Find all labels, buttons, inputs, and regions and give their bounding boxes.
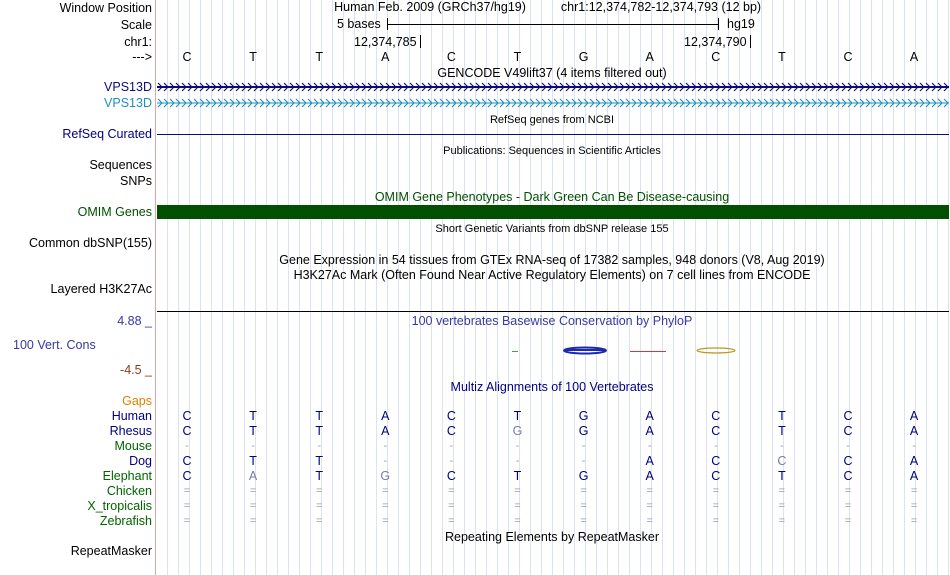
coord-right-tick [750,35,751,48]
alignment-base: - [912,440,916,452]
multiz-track-title: Multiz Alignments of 100 Vertebrates [450,380,654,394]
alignment-base: T [249,454,257,468]
alignment-base: = [778,515,786,527]
scale-label: Scale [120,18,152,32]
gencode-item-vps13d-1[interactable]: VPS13D [104,80,152,94]
alignment-base: G [578,409,589,423]
gencode-strand-arrows [157,81,949,93]
species-label[interactable]: Dog [129,454,152,468]
alignment-base: = [910,500,918,512]
alignment-base: T [249,409,257,423]
phylop-min-value: -4.5 _ [120,363,152,377]
alignment-base: G [380,469,391,483]
alignment-base: = [844,515,852,527]
alignment-base: = [580,485,587,497]
alignment-base: T [315,409,323,423]
base-letter: C [843,50,853,64]
omim-feature-bar[interactable] [157,205,949,219]
alignment-base: = [646,515,653,527]
alignment-base: = [844,485,852,497]
alignment-base: = [315,515,323,527]
scale-bar-right-tick [718,18,719,30]
alignment-base: = [844,500,852,512]
alignment-base: - [713,440,718,452]
alignment-base: C [182,469,192,483]
alignment-base: C [843,424,853,438]
strand-arrow-label[interactable]: ---> [132,50,152,64]
h3k27ac-track-title: H3K27Ac Mark (Often Found Near Active Regulatory Elements) on 7 cell lines from ENCODE [293,268,811,282]
base-letter: A [909,50,919,64]
alignment-base: T [513,409,522,423]
alignment-base: C [711,409,721,423]
alignment-base: A [381,424,390,438]
base-letter: C [711,50,721,64]
alignment-base: T [778,424,786,438]
omim-track-title: OMIM Gene Phenotypes - Dark Green Can Be Disease-causing [374,190,730,204]
alignment-base: = [382,500,389,512]
alignment-base: = [448,500,455,512]
phylop-bar [512,351,518,352]
alignment-base: T [513,469,522,483]
alignment-base: A [645,424,654,438]
refseq-label[interactable]: RefSeq Curated [62,127,152,141]
species-label[interactable]: Zebrafish [99,514,152,528]
repeatmasker-track-title: Repeating Elements by RepeatMasker [444,530,660,544]
alignment-base: C [843,454,853,468]
base-letter: T [778,50,786,64]
omim-label[interactable]: OMIM Genes [77,205,152,219]
alignment-base: - [780,440,784,452]
alignment-base: C [446,409,456,423]
scale-bar [387,24,718,25]
scale-text: 5 bases [337,17,381,31]
alignment-base: = [448,515,455,527]
alignment-base: G [578,424,589,438]
base-letter: A [381,50,390,64]
alignment-base: = [646,485,653,497]
phylop-signal [157,340,949,362]
species-label[interactable]: Rhesus [109,424,152,438]
alignment-base: = [315,485,323,497]
alignment-base: C [711,454,721,468]
alignment-base: T [315,469,323,483]
alignment-base: - [449,440,454,452]
alignment-base: A [909,454,919,468]
base-letter: T [315,50,323,64]
phylop-label[interactable]: 100 Vert. Cons [13,338,96,352]
alignment-base: = [778,485,786,497]
species-label[interactable]: Elephant [102,469,152,483]
alignment-base: = [910,515,918,527]
alignment-base: C [182,424,192,438]
position-readout: chr1:12,374,782-12,374,793 (12 bp) [560,0,762,14]
alignment-base: = [249,515,257,527]
alignment-base: = [382,515,389,527]
base-letter: C [446,50,456,64]
alignment-base: C [182,409,192,423]
gencode-track-title: GENCODE V49lift37 (4 items filtered out) [437,66,667,80]
assembly-short: hg19 [727,17,755,31]
alignment-base: A [909,469,919,483]
alignment-base: - [251,440,255,452]
alignment-base: C [777,454,787,468]
alignment-base: = [514,500,521,512]
alignment-base: - [581,440,586,452]
alignment-base: A [248,469,258,483]
alignment-base: A [909,424,919,438]
alignment-base: = [249,485,257,497]
phylop-bar [697,348,735,353]
base-letter: C [182,50,192,64]
h3k27ac-label[interactable]: Layered H3K27Ac [50,282,152,296]
alignment-base: - [846,440,850,452]
repeatmasker-label[interactable]: RepeatMasker [70,544,152,558]
alignment-base: = [712,515,720,527]
gencode-feature-vps13d-2[interactable] [157,97,949,109]
label-panel-separator [155,0,156,575]
alignment-base: - [383,455,388,467]
species-label[interactable]: X_tropicalis [87,499,152,513]
phylop-track-title: 100 vertebrates Basewise Conservation by PhyloP [411,314,693,328]
alignment-base: A [645,409,654,423]
gtex-track-title: Gene Expression in 54 tissues from GTEx RNA-seq of 17382 samples, 948 donors (V8, Aug 2019) [279,253,825,267]
species-label[interactable]: Chicken [106,484,152,498]
dbsnp-label[interactable]: Common dbSNP(155) [29,236,152,250]
alignment-base: T [249,424,257,438]
coord-right: 12,374,790 [684,35,747,49]
alignment-base: C [446,469,456,483]
alignment-base: = [448,485,455,497]
species-label[interactable]: Mouse [114,439,152,453]
alignment-base: = [382,485,389,497]
alignment-base: T [778,469,786,483]
refseq-track-title: RefSeq genes from NCBI [489,114,615,126]
alignment-base: = [712,485,720,497]
alignment-base: - [383,440,388,452]
alignment-base: A [645,454,654,468]
publications-track-title: Publications: Sequences in Scientific Articles [443,145,661,157]
alignment-base: - [647,440,652,452]
alignment-base: = [249,500,257,512]
alignment-base: - [515,440,520,452]
phylop-max-value: 4.88 _ [117,314,152,328]
alignment-base: = [910,485,918,497]
dbsnp-track-title: Short Genetic Variants from dbSNP release 155 [435,223,669,235]
base-letter: T [513,50,522,64]
alignment-base: C [843,409,853,423]
alignment-base: A [645,469,654,483]
coord-left: 12,374,785 [354,35,417,49]
alignment-base: A [381,409,390,423]
alignment-base: = [514,485,521,497]
alignment-base: T [315,424,323,438]
alignment-base: C [843,469,853,483]
refseq-feature-line[interactable] [157,134,949,135]
alignment-base: C [711,469,721,483]
gencode-strand-arrows [157,97,949,109]
alignment-base: = [183,500,191,512]
assembly-title: Human Feb. 2009 (GRCh37/hg19) [334,0,526,14]
alignment-base: C [711,424,721,438]
alignment-base: = [712,500,720,512]
base-letter: G [578,50,589,64]
gencode-item-vps13d-2[interactable]: VPS13D [104,96,152,110]
alignment-base: C [182,454,192,468]
species-label[interactable]: Human [111,409,152,423]
alignment-base: - [515,455,520,467]
alignment-base: T [315,454,323,468]
alignment-base: = [315,500,323,512]
alignment-base: - [581,455,586,467]
h3k27ac-baseline [157,311,949,312]
chrom-label: chr1: [124,35,152,49]
snps-label[interactable]: SNPs [120,174,152,188]
window-position-label: Window Position [59,1,152,15]
gencode-feature-vps13d-1[interactable] [157,81,949,93]
coord-left-tick [420,35,421,48]
alignment-base: - [185,440,189,452]
alignment-base: G [578,469,589,483]
alignment-base: G [512,424,523,438]
alignment-base: = [646,500,653,512]
alignment-base: = [183,515,191,527]
base-letter: T [249,50,257,64]
alignment-base: = [514,515,521,527]
sequences-label[interactable]: Sequences [89,158,152,172]
alignment-base: = [183,485,191,497]
alignment-base: = [580,515,587,527]
base-letter: A [645,50,654,64]
alignment-base: A [909,409,919,423]
alignment-base: - [449,455,454,467]
alignment-base: = [580,500,587,512]
gaps-label[interactable]: Gaps [122,394,152,408]
alignment-base: T [778,409,786,423]
alignment-base: = [778,500,786,512]
alignment-base: C [446,424,456,438]
alignment-base: - [317,440,322,452]
